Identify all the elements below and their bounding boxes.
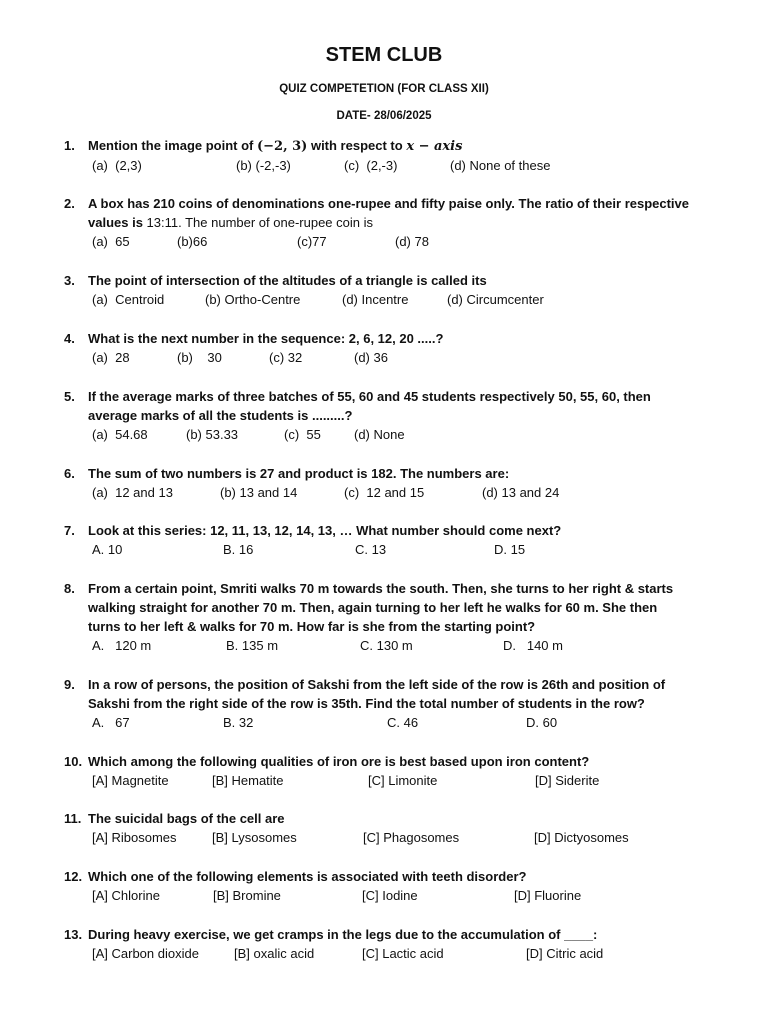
option-c[interactable]: C. 46 xyxy=(387,715,419,730)
question-text: In a row of persons, the position of Sakshi from the left side of the row is 26th and position of xyxy=(88,677,666,692)
options-row xyxy=(92,713,724,732)
question-12 xyxy=(64,867,724,905)
option-c[interactable]: (d) Incentre xyxy=(342,292,409,307)
question-13 xyxy=(64,925,724,963)
option-a[interactable]: A. 10 xyxy=(92,542,123,557)
quiz-date: DATE- 28/06/2025 xyxy=(336,110,432,122)
question-number: 5. xyxy=(64,389,75,404)
question-2 xyxy=(64,194,724,251)
option-a[interactable]: A. 120 m xyxy=(92,638,152,653)
question-7 xyxy=(64,521,724,559)
question-text: If the average marks of three batches of 55, 60 and 45 students respectively 50, 55, 60, then xyxy=(88,389,651,404)
question-text xyxy=(88,136,724,156)
math-expression: x − axis xyxy=(406,139,463,154)
question-11 xyxy=(64,809,724,847)
question-number: 7. xyxy=(64,523,75,538)
question-text: A box has 210 coins of denominations one-rupee and fifty paise only. The ratio of their respective xyxy=(88,196,690,211)
question-number: 2. xyxy=(64,196,75,211)
option-a[interactable]: [A] Ribosomes xyxy=(92,830,177,845)
option-a[interactable]: [A] Carbon dioxide xyxy=(92,946,199,961)
option-a[interactable]: (a) (2,3) xyxy=(92,158,142,173)
question-number: 4. xyxy=(64,331,75,346)
question-text: The point of intersection of the altitudes of a triangle is called its xyxy=(88,273,487,288)
option-a[interactable]: (a) 54.68 xyxy=(92,427,148,442)
options-row xyxy=(92,540,724,559)
math-expression: (−2, 3) xyxy=(257,139,308,154)
question-text-part: Mention the image point of xyxy=(88,138,257,153)
question-text-line xyxy=(88,213,724,232)
question-3 xyxy=(64,271,724,309)
question-text-part: values is xyxy=(88,215,147,230)
option-a[interactable]: A. 67 xyxy=(92,715,130,730)
question-text: From a certain point, Smriti walks 70 m towards the south. Then, she turns to her right & starts xyxy=(88,581,674,596)
option-d[interactable]: D. 140 m xyxy=(503,638,563,653)
option-b[interactable]: [B] oxalic acid xyxy=(234,946,315,961)
question-number: 3. xyxy=(64,273,75,288)
question-number: 11. xyxy=(64,811,82,826)
question-text-part: with respect to xyxy=(307,138,407,153)
option-c[interactable]: (c) 12 and 15 xyxy=(344,485,425,500)
option-c[interactable]: [C] Iodine xyxy=(362,888,418,903)
question-5 xyxy=(64,387,724,444)
question-text: Which among the following qualities of iron ore is best based upon iron content? xyxy=(88,754,590,769)
page-subtitle: QUIZ COMPETETION (FOR CLASS XII) xyxy=(279,83,489,95)
question-text-line: average marks of all the students is .........? xyxy=(88,408,353,423)
question-text: Which one of the following elements is associated with teeth disorder? xyxy=(88,869,527,884)
question-text: Look at this series: 12, 11, 13, 12, 14, 13, … What number should come next? xyxy=(88,523,562,538)
options-row xyxy=(92,290,724,309)
question-number: 10. xyxy=(64,754,83,769)
options-row xyxy=(92,828,724,847)
options-row xyxy=(92,771,724,790)
question-number: 1. xyxy=(64,138,75,153)
options-row xyxy=(92,425,724,444)
option-a[interactable]: [A] Magnetite xyxy=(92,773,169,788)
option-c[interactable]: [C] Lactic acid xyxy=(362,946,444,961)
option-d[interactable]: [D] Siderite xyxy=(535,773,600,788)
options-row xyxy=(92,886,724,905)
question-text-line: turns to her left & walks for 70 m. How far is she from the starting point? xyxy=(88,619,536,634)
option-b[interactable]: (b) Ortho-Centre xyxy=(205,292,301,307)
option-b[interactable]: (b) 13 and 14 xyxy=(220,485,298,500)
option-d[interactable]: D. 60 xyxy=(526,715,558,730)
option-c[interactable]: (c)77 xyxy=(297,234,327,249)
option-a[interactable]: (a) Centroid xyxy=(92,292,165,307)
options-row xyxy=(92,636,724,655)
question-text: During heavy exercise, we get cramps in the legs due to the accumulation of ____: xyxy=(88,927,598,942)
question-number: 12. xyxy=(64,869,83,884)
question-4 xyxy=(64,329,724,367)
option-c[interactable]: [C] Limonite xyxy=(368,773,438,788)
question-1 xyxy=(64,136,724,175)
question-number: 8. xyxy=(64,581,75,596)
option-a[interactable]: (a) 28 xyxy=(92,350,130,365)
question-text: The sum of two numbers is 27 and product is 182. The numbers are: xyxy=(88,466,510,481)
question-text: What is the next number in the sequence: 2, 6, 12, 20 .....? xyxy=(88,331,444,346)
options-row xyxy=(92,483,724,502)
options-row xyxy=(92,232,724,251)
option-b[interactable]: (b) 53.33 xyxy=(186,427,239,442)
options-row xyxy=(92,348,724,367)
option-c[interactable]: C. 130 m xyxy=(360,638,413,653)
page-title: STEM CLUB xyxy=(325,44,443,66)
option-b[interactable]: B. 16 xyxy=(223,542,254,557)
question-text-part: 13:11. The number of one-rupee coin is xyxy=(146,215,373,230)
option-d[interactable]: D. 15 xyxy=(494,542,526,557)
option-c[interactable]: [C] Phagosomes xyxy=(363,830,460,845)
option-b[interactable]: (b) (-2,-3) xyxy=(236,158,291,173)
options-row xyxy=(92,944,724,963)
option-a[interactable]: [A] Chlorine xyxy=(92,888,160,903)
question-text-line: Sakshi from the right side of the row is 35th. Find the total number of students in the row? xyxy=(88,696,645,711)
question-text: The suicidal bags of the cell are xyxy=(88,811,285,826)
question-number: 6. xyxy=(64,466,75,481)
option-a[interactable]: (a) 12 and 13 xyxy=(92,485,173,500)
option-c[interactable]: (c) 32 xyxy=(269,350,303,365)
option-d[interactable]: (d) 13 and 24 xyxy=(482,485,560,500)
option-d[interactable]: [D] Fluorine xyxy=(514,888,582,903)
option-d[interactable]: [D] Citric acid xyxy=(526,946,604,961)
question-6 xyxy=(64,464,724,502)
question-text-line: walking straight for another 70 m. Then, again turning to her left he walks for 60 m. She then xyxy=(88,600,658,615)
option-d[interactable]: (d) Circumcenter xyxy=(447,292,544,307)
option-c[interactable]: C. 13 xyxy=(355,542,387,557)
option-b[interactable]: B. 135 m xyxy=(226,638,279,653)
option-b[interactable]: [B] Hematite xyxy=(212,773,284,788)
option-d[interactable]: (d) None xyxy=(354,427,405,442)
option-c[interactable]: (c) 55 xyxy=(284,427,321,442)
question-9 xyxy=(64,675,724,732)
option-b[interactable]: (b)66 xyxy=(177,234,208,249)
question-number: 9. xyxy=(64,677,75,692)
option-b[interactable]: (b) 30 xyxy=(177,350,222,365)
option-a[interactable]: (a) 65 xyxy=(92,234,130,249)
option-d[interactable]: [D] Dictyosomes xyxy=(534,830,629,845)
options-row xyxy=(92,156,724,175)
option-c[interactable]: (c) (2,-3) xyxy=(344,158,398,173)
option-d[interactable]: (d) 78 xyxy=(395,234,429,249)
option-b[interactable]: [B] Lysosomes xyxy=(212,830,297,845)
question-number: 13. xyxy=(64,927,83,942)
option-d[interactable]: (d) None of these xyxy=(450,158,551,173)
option-b[interactable]: B. 32 xyxy=(223,715,254,730)
question-8 xyxy=(64,579,724,655)
option-d[interactable]: (d) 36 xyxy=(354,350,388,365)
option-b[interactable]: [B] Bromine xyxy=(213,888,281,903)
question-10 xyxy=(64,752,724,790)
